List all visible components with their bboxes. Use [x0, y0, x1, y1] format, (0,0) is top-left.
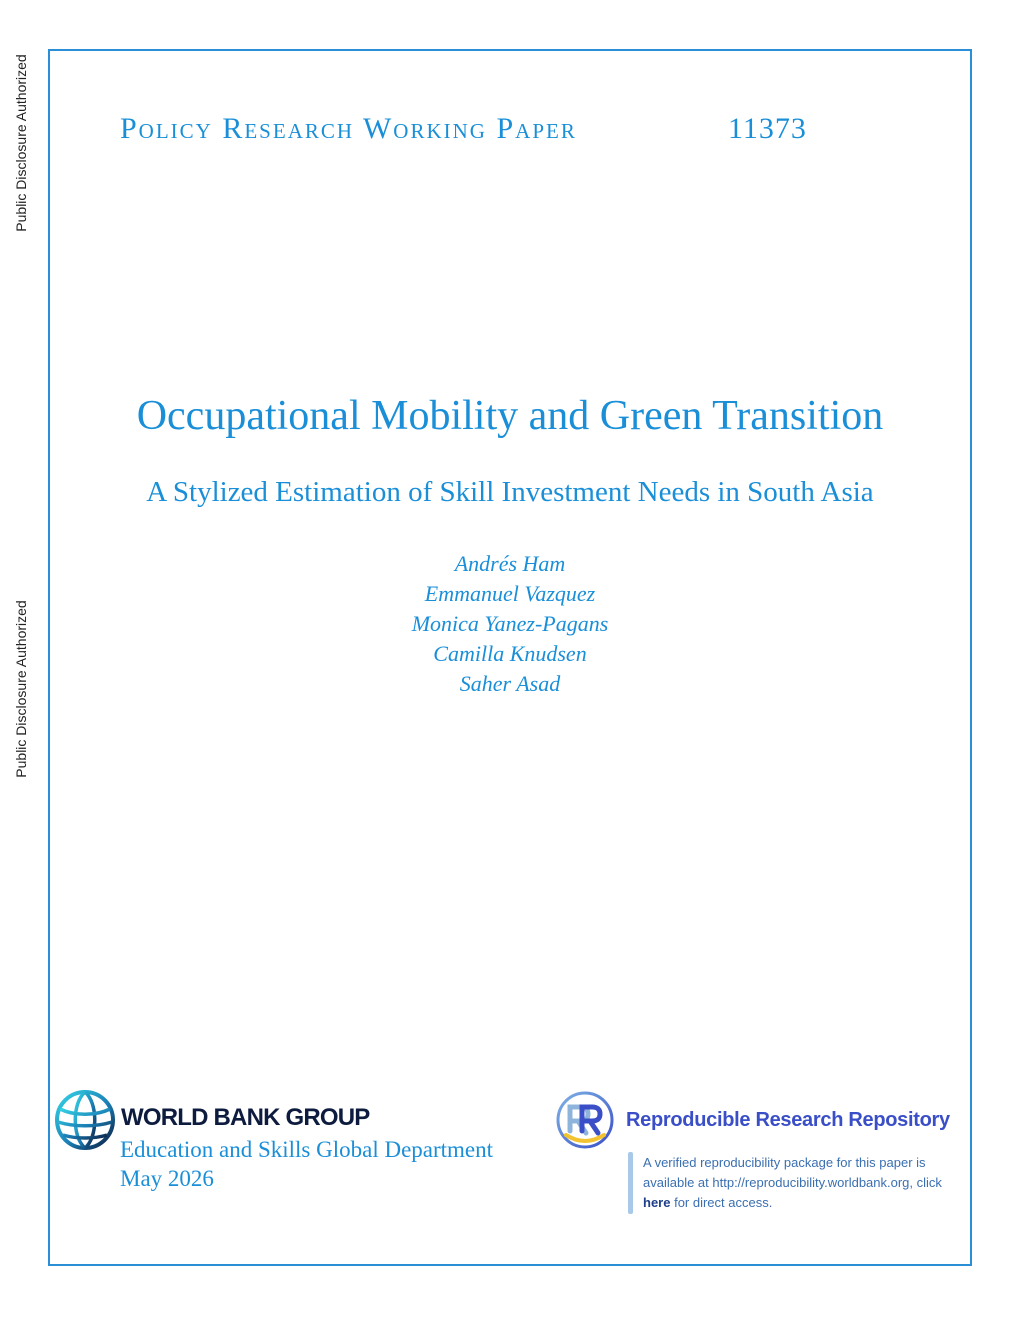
department-name: Education and Skills Global Department	[120, 1137, 494, 1162]
repo-text-end: for direct access.	[670, 1195, 773, 1210]
side-label-top: Public Disclosure Authorized	[13, 54, 29, 232]
repo-accent-bar	[628, 1152, 633, 1214]
repo-title: Reproducible Research Repository	[626, 1109, 950, 1131]
globe-icon	[54, 1089, 116, 1151]
series-number: 11373	[728, 112, 807, 145]
series-name: Policy Research Working Paper	[120, 112, 577, 145]
author-name: Monica Yanez-Pagans	[411, 611, 609, 636]
author-name: Camilla Knudsen	[433, 641, 587, 666]
repo-direct-link[interactable]: here	[643, 1195, 671, 1210]
paper-title: Occupational Mobility and Green Transition	[136, 393, 884, 439]
repo-text-start: A verified reproducibility package for this paper is available at http://reproducibility.worldbank.org, click	[643, 1155, 942, 1190]
publication-date: May 2026	[120, 1166, 214, 1191]
rr-monogram-icon	[556, 1091, 614, 1149]
wbg-logo-text: WORLD BANK GROUP	[121, 1104, 370, 1131]
side-label-middle: Public Disclosure Authorized	[13, 600, 29, 778]
repo-description	[643, 1153, 963, 1213]
author-list	[0, 549, 1020, 699]
author-name: Emmanuel Vazquez	[424, 581, 596, 606]
author-name: Andrés Ham	[454, 551, 566, 576]
paper-subtitle: A Stylized Estimation of Skill Investment Needs in South Asia	[146, 476, 874, 508]
author-name: Saher Asad	[459, 671, 561, 696]
